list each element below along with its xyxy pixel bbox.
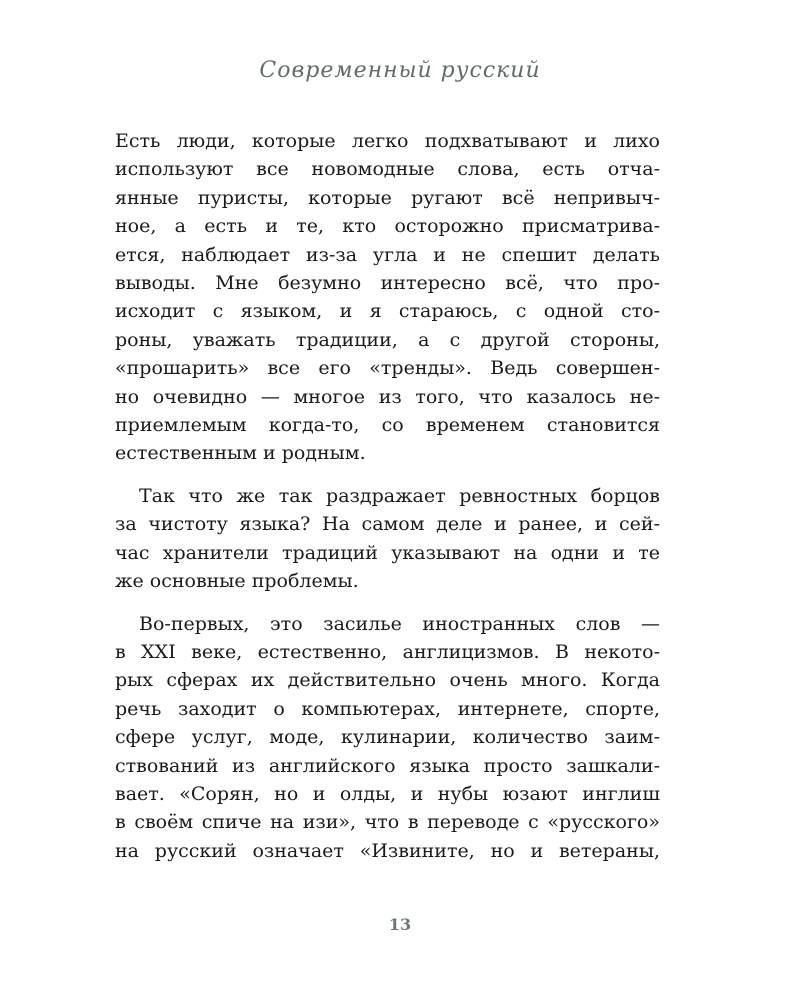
- paragraph-2: [115, 482, 660, 596]
- body-text: [115, 127, 660, 865]
- text-line: используют все новомодные слова, есть отча-: [115, 158, 660, 181]
- text-line: в своём спиче на изи», что в переводе с «русского»: [115, 811, 660, 834]
- text-line: Так что же так раздражает ревностных борцов: [139, 484, 660, 507]
- text-line: но очевидно — многое из того, что казалось не-: [115, 385, 660, 408]
- text-line: вает. «Сорян, но и олды, и нубы юзают инглиш: [115, 782, 660, 805]
- text-line: на русский означает «Извините, но и ветераны,: [115, 839, 660, 862]
- text-line: приемлемым когда-то, со временем становится: [115, 414, 660, 437]
- running-head: Современный русский: [259, 58, 541, 83]
- paragraph-3: [115, 610, 660, 866]
- page-number: 13: [388, 915, 412, 934]
- text-line: Есть люди, которые легко подхватывают и лихо: [115, 130, 660, 152]
- text-line: сфере услуг, моде, кулинарии, количество заим-: [115, 726, 660, 749]
- text-line: Во-первых, это засилье иностранных слов —: [139, 612, 660, 635]
- text-line: ствований из английского языка просто зашкали-: [115, 754, 660, 777]
- text-line: «прошарить» все его «тренды». Ведь совершен-: [115, 357, 660, 380]
- text-line: час хранители традиций указывают на одни и те: [115, 541, 660, 564]
- text-line: речь заходит о компьютерах, интернете, спорте,: [115, 697, 660, 720]
- text-line: янные пуристы, которые ругают всё непривыч-: [115, 186, 660, 209]
- text-line: же основные проблемы.: [115, 570, 359, 593]
- text-line: за чистоту языка? На самом деле и ранее, и сей-: [115, 513, 660, 536]
- text-line: ное, а есть и те, кто осторожно присматрива-: [115, 215, 660, 238]
- text-line: ется, наблюдает из-за угла и не спешит делать: [115, 243, 660, 266]
- paragraph-1: [115, 127, 660, 468]
- text-line: выводы. Мне безумно интересно всё, что про-: [115, 272, 660, 295]
- text-line: рых сферах их действительно очень много. Когда: [115, 669, 660, 692]
- text-line: роны, уважать традиции, а с другой стороны,: [115, 328, 660, 351]
- text-line: в XXI веке, естественно, англицизмов. В некото-: [115, 640, 660, 663]
- text-line: исходит с языком, и я стараюсь, с одной сто-: [115, 300, 660, 323]
- text-line: естественным и родным.: [115, 442, 366, 465]
